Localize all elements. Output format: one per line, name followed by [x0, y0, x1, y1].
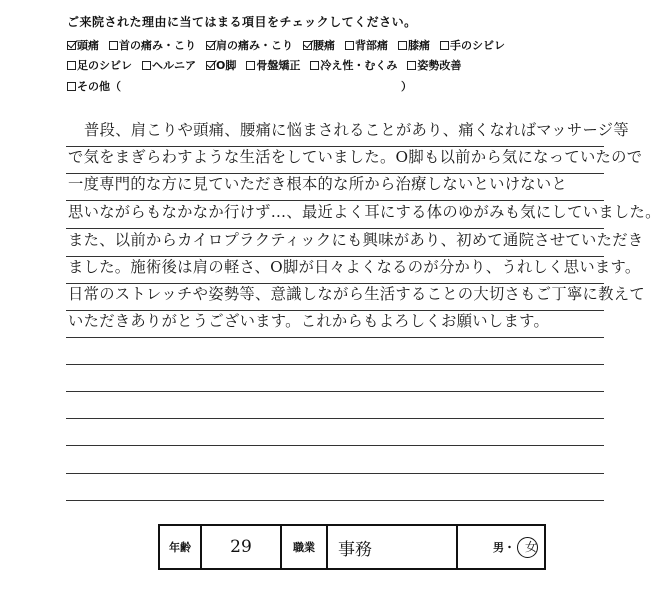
checkbox-icon[interactable]: [246, 61, 255, 70]
checkbox-icon[interactable]: [345, 41, 354, 50]
checkbox-icon[interactable]: [407, 61, 416, 70]
option-o-legs[interactable]: [206, 57, 236, 73]
option-chill-swelling[interactable]: [310, 57, 397, 73]
option-label: 冷え性・むくみ: [320, 59, 398, 72]
reason-options-row-1: [67, 36, 515, 54]
form-heading: ご来院された理由に当てはまる項目をチェックしてください。: [67, 15, 417, 29]
option-shoulder[interactable]: [206, 37, 293, 53]
comment-line: また、以前からカイロプラクティックにも興味があり、初めて通院させていただき: [68, 231, 644, 249]
ruled-line: [66, 391, 604, 392]
ruled-line: [66, 473, 604, 474]
comment-line: 日常のストレッチや姿勢等、意識しながら生活することの大切さもご丁寧に教えて: [68, 285, 645, 303]
comment-line: ました。施術後は肩の軽さ、O脚が日々よくなるのが分かり、うれしく思います。: [68, 258, 641, 276]
checkbox-icon[interactable]: [109, 41, 118, 50]
option-label: 足のシビレ: [77, 59, 132, 72]
comment-line: 普段、肩こりや頭痛、腰痛に悩まされることがあり、痛くなればマッサージ等: [84, 121, 629, 139]
option-back[interactable]: [345, 37, 388, 53]
option-label: 膝痛: [408, 39, 430, 52]
checkbox-icon[interactable]: [67, 82, 76, 91]
option-label: 骨盤矯正: [256, 59, 301, 72]
option-label: 腰痛: [313, 39, 335, 52]
option-pelvis[interactable]: [246, 57, 300, 73]
option-hand-numbness[interactable]: [440, 37, 505, 53]
checkbox-icon[interactable]: [142, 61, 151, 70]
job-value[interactable]: 事務: [327, 525, 457, 569]
reason-options-row-3: [67, 77, 412, 95]
option-label: その他（: [77, 80, 121, 93]
comment-line: 思いながらもなかなか行けず…、最近よく耳にする体のゆがみも気にしていました。: [68, 203, 661, 221]
comment-line: で気をまぎらわすような生活をしていました。O脚も以前から気になっていたので: [68, 148, 643, 166]
gender-label: 男・: [493, 540, 515, 554]
comment-line: 一度専門的な方に見ていただき根本的な所から治療しないといけないと: [68, 175, 568, 193]
option-label: O脚: [216, 59, 237, 72]
respondent-info-table: [158, 524, 546, 570]
option-label: 姿勢改善: [417, 59, 462, 72]
checkbox-icon[interactable]: [206, 41, 215, 50]
reason-options-row-2: [67, 56, 471, 74]
option-label: 頭痛: [77, 39, 99, 52]
checkbox-icon[interactable]: [310, 61, 319, 70]
gender-selected-circle: 女: [517, 537, 538, 558]
option-lower-back[interactable]: [303, 37, 335, 53]
checkbox-icon[interactable]: [440, 41, 449, 50]
job-label: 職業: [281, 525, 327, 569]
ruled-line: [66, 418, 604, 419]
option-hernia[interactable]: [142, 57, 196, 73]
option-label: 肩の痛み・こり: [216, 39, 293, 52]
option-label: 背部痛: [355, 39, 388, 52]
gender-field[interactable]: [457, 525, 545, 569]
comment-line: いただきありがとうございます。これからもよろしくお願いします。: [68, 312, 550, 330]
checkbox-icon[interactable]: [398, 41, 407, 50]
option-label: 首の痛み・こり: [119, 39, 196, 52]
ruled-line: [66, 445, 604, 446]
option-posture[interactable]: [407, 57, 461, 73]
checkbox-icon[interactable]: [206, 61, 215, 70]
option-headache[interactable]: [67, 37, 99, 53]
other-close-paren: ）: [401, 80, 412, 93]
option-neck[interactable]: [109, 37, 196, 53]
option-label: ヘルニア: [152, 59, 196, 72]
option-other[interactable]: [67, 78, 121, 94]
option-label: 手のシビレ: [450, 39, 505, 52]
ruled-line: [66, 364, 604, 365]
checkbox-icon[interactable]: [303, 41, 312, 50]
option-foot-numbness[interactable]: [67, 57, 132, 73]
ruled-line: [66, 500, 604, 501]
checkbox-icon[interactable]: [67, 41, 76, 50]
age-label: 年齢: [159, 525, 201, 569]
option-knee[interactable]: [398, 37, 430, 53]
ruled-line: [66, 337, 604, 338]
checkbox-icon[interactable]: [67, 61, 76, 70]
age-value[interactable]: 29: [201, 525, 281, 569]
